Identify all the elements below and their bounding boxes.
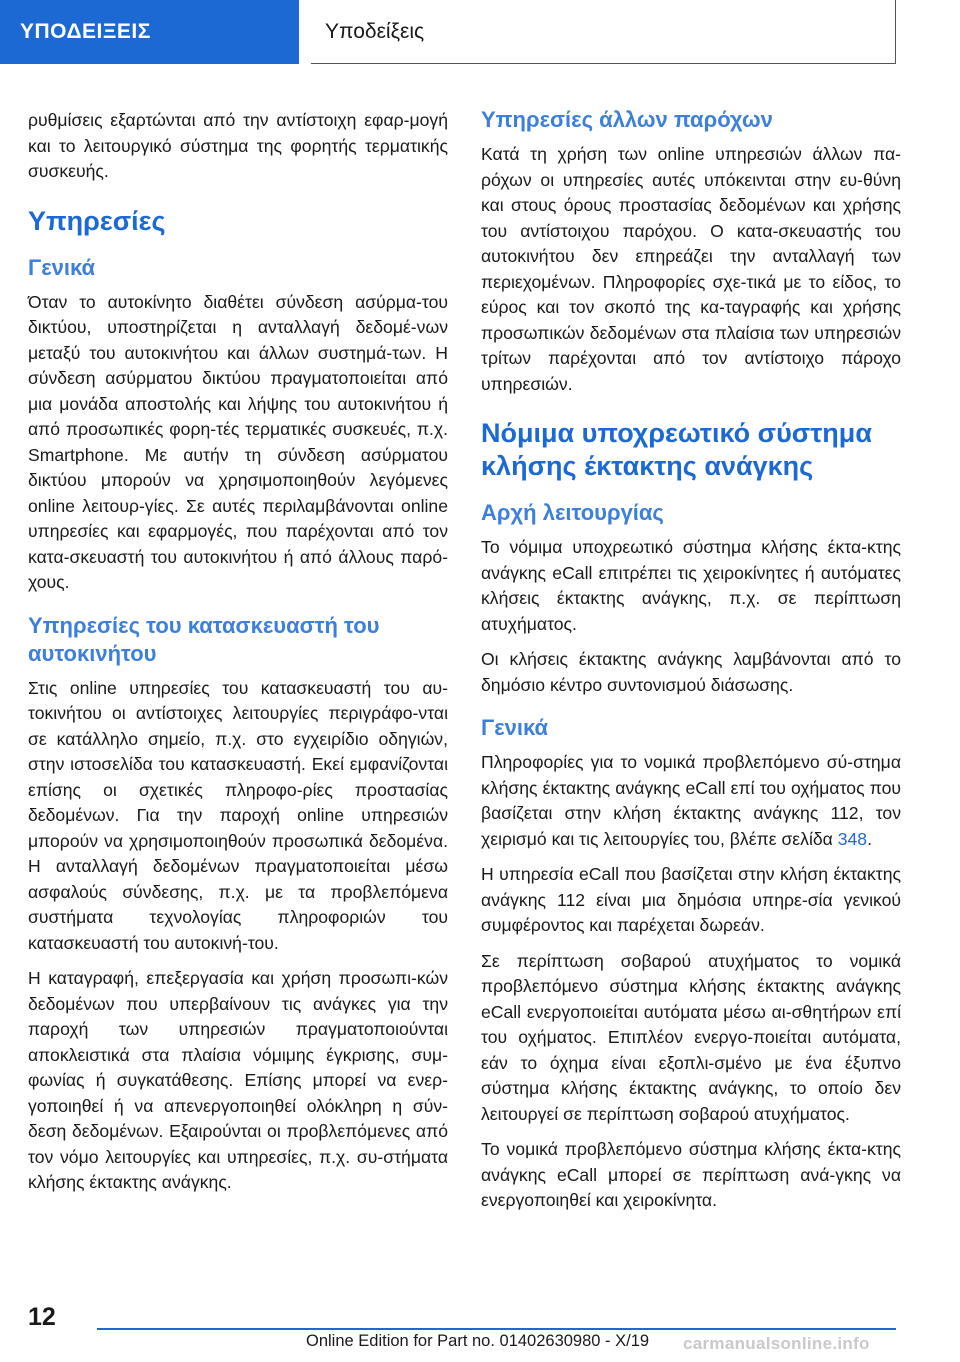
paragraph: Η υπηρεσία eCall που βασίζεται στην κλήση έκτακτης ανάγκης 112 είναι μια δημόσια υπηρε-σία γενικού συμφέροντος και παρέχεται δωρεάν. [481, 864, 901, 935]
paragraph: ρυθμίσεις εξαρτώνται από την αντίστοιχη εφαρ-μογή και το λειτουργικό σύστημα της φορητής τερματικής συσκευής. [28, 110, 448, 181]
heading-manufacturer-services: Υπηρεσίες του κατασκευαστή του αυτοκινήτου [28, 612, 380, 666]
edition-footer: Online Edition for Part no. 01402630980 - X/19 [306, 1332, 650, 1350]
paragraph: Το νομικά προβλεπόμενο σύστημα κλήσης έκτα-κτης ανάγκης eCall μπορεί σε περίπτωση ανά-γκης να ενεργοποιηθεί και χειροκίνητα. [481, 1139, 901, 1210]
paragraph: Όταν το αυτοκίνητο διαθέτει σύνδεση ασύρμα-του δικτύου, υποστηρίζεται η ανταλλαγή δεδομέ-νων μεταξύ του αυτοκινήτου και άλλων συστημά-των. Η σύνδεση ασύρματου δικτύου πραγματοποιείται από μια μονάδα αποστολής και λήψης του αυτοκινήτου ή από προσωπικές φορη-τές τερματικές συσκευές, π.χ. Smartphone. Με αυτήν τη σύνδεση ασύρματου δικτύου μπορούν να χρησιμοποιηθούν λεγόμενες online λειτουρ-γίες. Σε αυτές περιλαμβάνονται online υπηρεσίες και εφαρμογές, που παρέχονται από τον κατα-σκευαστή του αυτοκινήτου ή από άλλους παρό-χους. [28, 291, 448, 592]
page-link[interactable]: 348 [837, 828, 868, 849]
paragraph: Η καταγραφή, επεξεργασία και χρήση προσωπι-κών δεδομένων που υπερβαίνουν τις ανάγκες για την παροχή των υπηρεσιών πραγματοποιούνται αποκλειστικά στα πλαίσια νόμιμης έγκρισης, συμ-φωνίας ή συγκατάθεσης. Επίσης μπορεί να ενερ-γοποιηθεί ή να απενεργοποιηθεί ολόκληρη η σύν-δεση δεδομένων. Εξαιρούνται οι προβλεπόμενες από τον νόμο λειτουργίες και υπηρεσίες, π.χ. συ-στήματα κλήσης έκτακτης ανάγκης. [28, 968, 448, 1192]
paragraph: Το νόμιμα υποχρεωτικό σύστημα κλήσης έκτα-κτης ανάγκης eCall επιτρέπει τις χειροκίνητες ή αυτόματες κλήσεις έκτακτης ανάγκης, π.χ. σε περίπτωση ατυχήματος. [481, 537, 901, 634]
paragraph-text: . [867, 828, 872, 849]
page-number: 12 [28, 1303, 56, 1331]
heading-services: Υπηρεσίες [28, 205, 166, 236]
section-tab: ΥΠΟΔΕΙΞΕΙΣ [0, 0, 299, 64]
watermark: carmanualsonline.info [683, 1334, 870, 1353]
paragraph: Κατά τη χρήση των online υπηρεσιών άλλων πα-ρόχων οι υπηρεσίες αυτές υπόκεινται στην ευ-θύνη και στους όρους προστασίας δεδομένων και χρήσης του αντίστοιχου παρόχου. Ο κατα-σκευαστής του αυτοκινήτου δεν επηρεάζει την ανταλλαγή των περιεχομένων. Πληροφορίες σχε-τικά με το είδος, το εύρος και τον σκοπό της κα-ταγραφής και χρήσης προσωπικών δεδομένων στα πλαίσια των υπηρεσιών τρίτων παρέχονται από τον αντίστοιχο πάροχο υπηρεσιών. [481, 144, 901, 394]
paragraph-page-ref [481, 750, 901, 852]
paragraph: Στις online υπηρεσίες του κατασκευαστή του αυ-τοκινήτου οι αντίστοιχες λειτουργίες περιγράφο-νται σε κατάλληλο σημείο, π.χ. στο εγχειρίδιο οδηγιών, στην ιστοσελίδα του κατασκευαστή. Εκεί εμφανίζονται επίσης οι σχετικές πληροφο-ρίες προστασίας δεδομένων. Για την παροχή online υπηρεσιών μπορούν να χρησιμοποιηθούν προσωπικά δεδομένα. Η ανταλλαγή δεδομένων πραγματοποιείται μέσω ασφαλούς σύνδεσης, π.χ. με τα προβλεπόμενα συστήματα τεχνολογίας πληροφοριών του κατασκευαστή του αυτοκινή-του. [28, 677, 448, 953]
heading-general: Γενικά [481, 715, 549, 740]
heading-ecall: Νόμιμα υποχρεωτικό σύστημα κλήσης έκτακτης ανάγκης [481, 418, 872, 481]
heading-principle: Αρχή λειτουργίας [481, 500, 664, 525]
left-column [28, 106, 448, 1206]
heading-other-providers: Υπηρεσίες άλλων παρόχων [481, 107, 773, 132]
right-column [481, 106, 901, 1224]
heading-general: Γενικά [28, 254, 96, 280]
paragraph-text: Πληροφορίες για το νομικά προβλεπόμενο σύ-στημα κλήσης έκτακτης ανάγκης eCall επί του οχήματος που βασίζεται στην κλήση έκτακτης ανάγκης 112, τον χειρισμό και τις λειτουργίες του, βλέπε σελίδα [481, 752, 901, 849]
paragraph: Σε περίπτωση σοβαρού ατυχήματος το νομικά προβλεπόμενο σύστημα κλήσης έκτακτης ανάγκης eCall ενεργοποιείται αυτόματα μέσω αι-σθητήρων επί του οχήματος. Επιπλέον ενεργο-ποιείται αυτόματα, εάν το όχημα είναι εξοπλι-σμένο με ένα έξυπνο σύστημα κλήσης έκτακτης ανάγκης, το οποίο δεν λειτουργεί σε περίπτωση σοβαρού ατυχήματος. [481, 950, 901, 1124]
footer-divider [97, 1328, 896, 1330]
section-title: Υποδείξεις [311, 0, 896, 64]
paragraph: Οι κλήσεις έκτακτης ανάγκης λαμβάνονται από το δημόσιο κέντρο συντονισμού διάσωσης. [481, 649, 901, 695]
